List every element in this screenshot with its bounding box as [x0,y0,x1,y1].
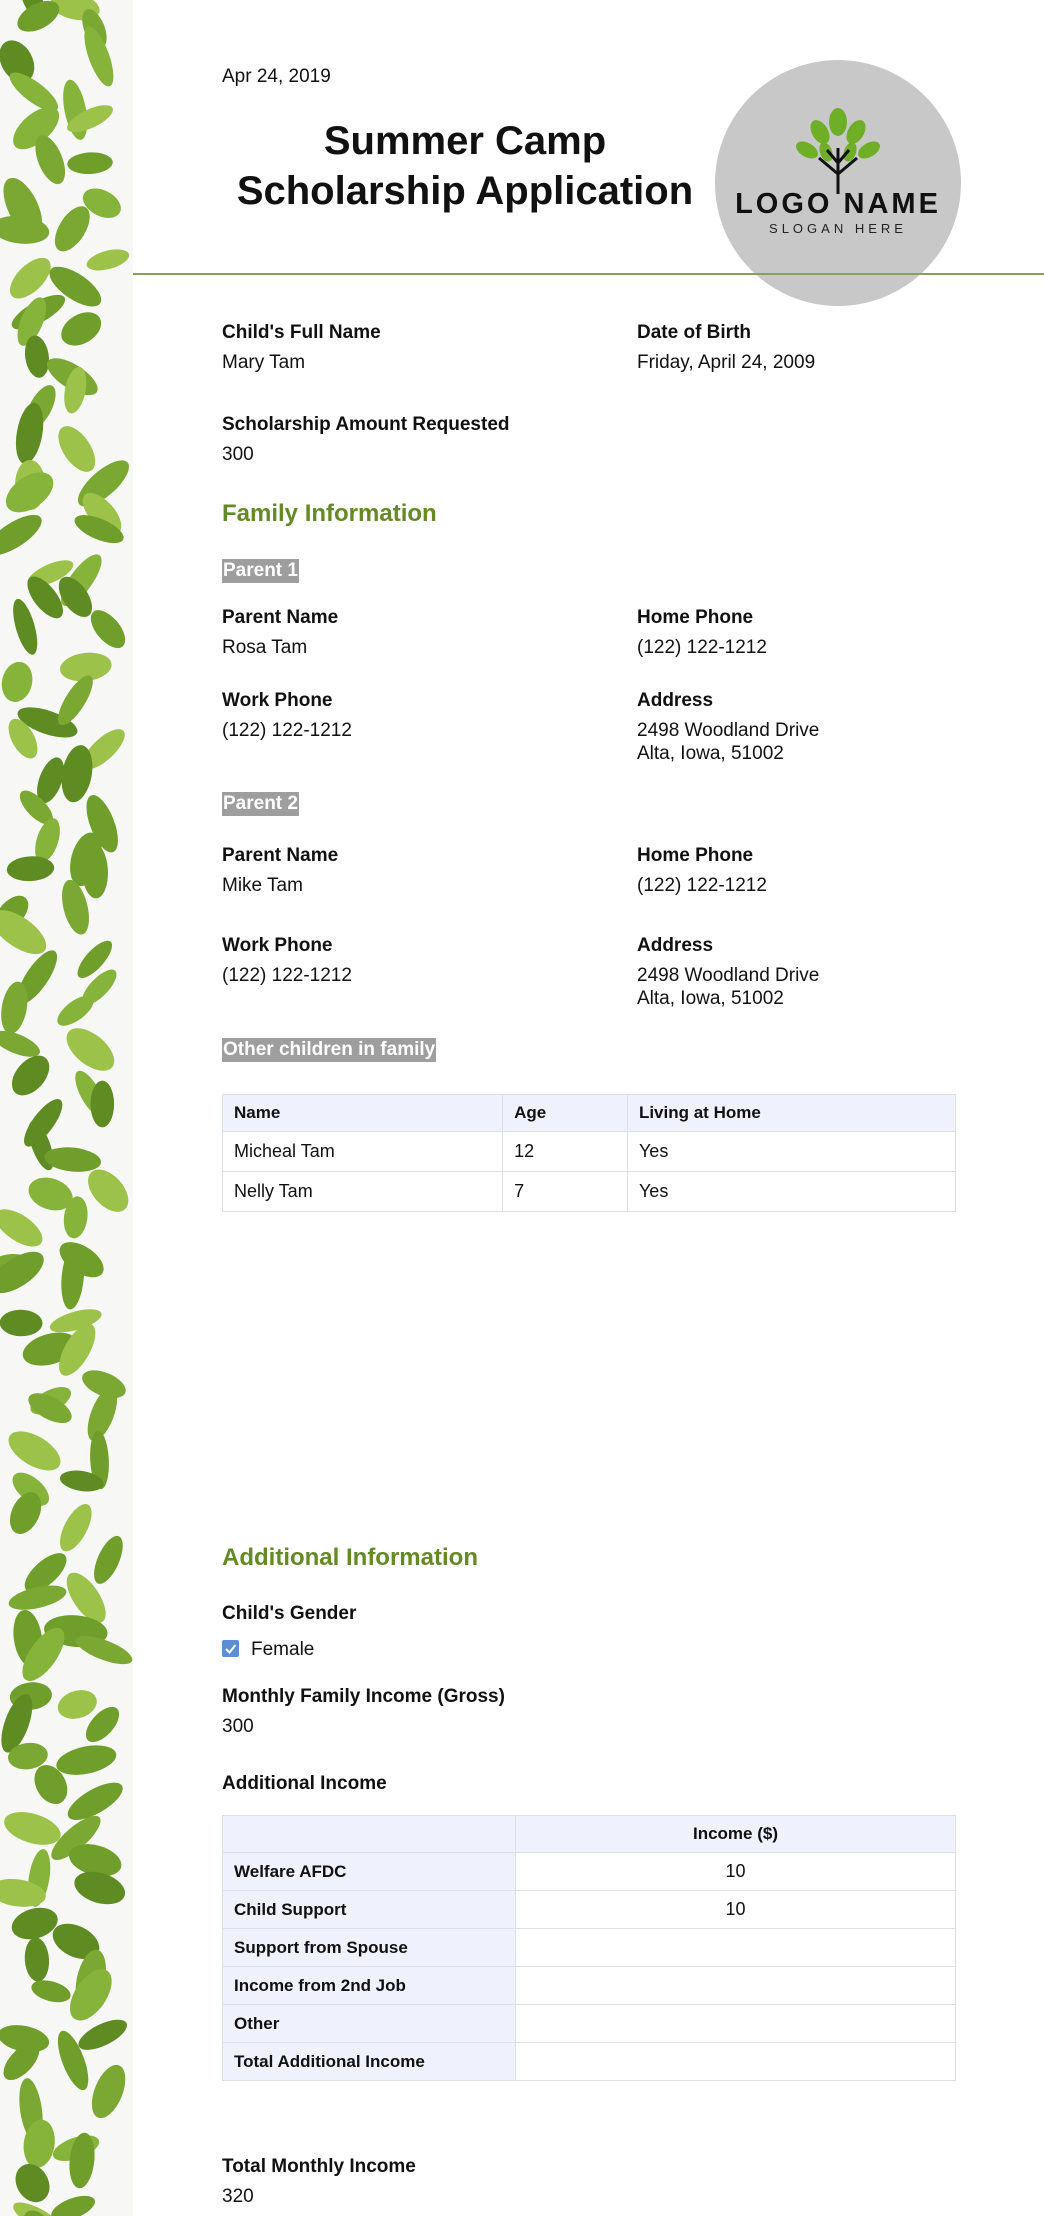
table-row [223,1891,956,1929]
row-value [516,2005,956,2043]
leaf-icon [67,151,114,175]
table-cell: 12 [503,1132,628,1172]
leaf-icon [51,420,103,478]
table-row [223,2043,956,2081]
leaf-icon [54,1499,98,1556]
page-title [222,116,708,216]
tree-logo-icon [793,108,883,194]
dob-label: Date of Birth [637,322,751,343]
total-income-value: 320 [222,2186,254,2207]
row-label: Child Support [223,1891,516,1929]
leaf-icon [84,245,131,274]
leaf-icon [70,1866,129,1910]
column-header: Age [503,1095,628,1132]
parent2-name-value: Mike Tam [222,875,303,896]
additional-income-label: Additional Income [222,1773,387,1794]
leaf-icon [9,2158,56,2209]
parent2-address-line2: Alta, Iowa, 51002 [637,988,784,1009]
child-name-label: Child's Full Name [222,322,381,343]
table-cell: 7 [503,1172,628,1212]
title-line-2: Scholarship Application [236,169,694,213]
table-row [223,1853,956,1891]
parent1-address-line2: Alta, Iowa, 51002 [637,743,784,764]
income-table [222,1815,956,2081]
parent2-work-phone-label: Work Phone [222,935,333,956]
table-row [223,2005,956,2043]
leaf-decoration [0,0,133,2216]
parent1-name-label: Parent Name [222,607,339,628]
column-header: Income ($) [516,1816,956,1853]
family-section-title: Family Information [222,500,437,527]
leaf-icon [59,78,92,142]
leaf-icon [59,1020,122,1079]
row-value [516,1967,956,2005]
table-row [223,1929,956,1967]
leaf-icon [0,1244,50,1302]
gender-value: Female [251,1639,315,1660]
header-divider [133,273,1044,275]
gender-checkbox[interactable] [222,1640,239,1657]
parent2-home-phone-label: Home Phone [637,845,754,866]
parent1-address-label: Address [637,690,714,711]
parent2-home-phone-value: (122) 122-1212 [637,875,767,896]
row-label: Other [223,2005,516,2043]
logo-name: LOGO NAME [735,188,941,220]
parent1-work-phone-value: (122) 122-1212 [222,720,352,741]
parent2-work-phone-value: (122) 122-1212 [222,965,352,986]
leaf-icon [48,2191,98,2216]
row-value [516,2043,956,2081]
table-row [223,1132,956,1172]
row-value: 10 [516,1891,956,1929]
document-date: Apr 24, 2019 [222,66,331,87]
leaf-icon [91,1081,115,1128]
dob-value: Friday, April 24, 2009 [637,352,816,373]
table-cell: Yes [627,1172,955,1212]
table-header-row [223,1095,956,1132]
leaf-icon [0,213,51,246]
table-cell: Nelly Tam [223,1172,503,1212]
row-value [516,1929,956,1967]
leaf-icon [23,1937,50,1983]
title-line-1: Summer Camp [323,119,607,163]
children-table [222,1094,956,1212]
parent1-home-phone-value: (122) 122-1212 [637,637,767,658]
monthly-income-value: 300 [222,1716,254,1737]
row-label: Welfare AFDC [223,1853,516,1891]
table-row [223,1967,956,2005]
parent1-name-value: Rosa Tam [222,637,308,658]
table-header-row [223,1816,956,1853]
table-row [223,1172,956,1212]
parent1-work-phone-label: Work Phone [222,690,333,711]
leaf-icon [0,1202,49,1254]
table-cell: Yes [627,1132,955,1172]
table-cell: Micheal Tam [223,1132,503,1172]
amount-label: Scholarship Amount Requested [222,414,510,435]
parent1-home-phone-label: Home Phone [637,607,754,628]
leaf-icon [54,1686,100,1724]
row-value: 10 [516,1853,956,1891]
parent1-heading: Parent 1 [223,560,298,581]
leaf-icon [88,1532,129,1588]
column-header: Living at Home [627,1095,955,1132]
leaf-icon [8,596,42,657]
additional-section-title: Additional Information [222,1544,478,1571]
parent2-address-label: Address [637,935,714,956]
monthly-income-label: Monthly Family Income (Gross) [222,1686,505,1707]
leaf-icon [55,305,107,352]
checkmark-icon [222,1640,239,1657]
other-children-heading: Other children in family [223,1039,436,1060]
row-label: Support from Spouse [223,1929,516,1967]
leaf-icon [54,1740,119,1779]
row-label: Total Additional Income [223,2043,516,2081]
child-name-value: Mary Tam [222,352,306,373]
parent2-name-label: Parent Name [222,845,339,866]
leaf-pattern-icon [0,0,133,2216]
logo-slogan: SLOGAN HERE [769,221,907,236]
leaf-icon [43,1145,102,1175]
parent2-address-line1: 2498 Woodland Drive [637,965,820,986]
total-income-label: Total Monthly Income [222,2156,416,2177]
leaf-icon [12,0,64,38]
gender-label: Child's Gender [222,1603,357,1624]
column-header: Name [223,1095,503,1132]
leaf-icon [0,507,48,562]
leaf-icon [0,659,36,705]
column-header-blank [223,1816,516,1853]
leaf-icon [2,1423,67,1478]
leaf-icon [0,1806,64,1851]
amount-value: 300 [222,444,254,465]
row-label: Income from 2nd Job [223,1967,516,2005]
leaf-icon [85,2060,132,2123]
leaf-icon [0,1309,43,1336]
parent1-address-line1: 2498 Woodland Drive [637,720,820,741]
parent2-heading: Parent 2 [223,793,298,814]
